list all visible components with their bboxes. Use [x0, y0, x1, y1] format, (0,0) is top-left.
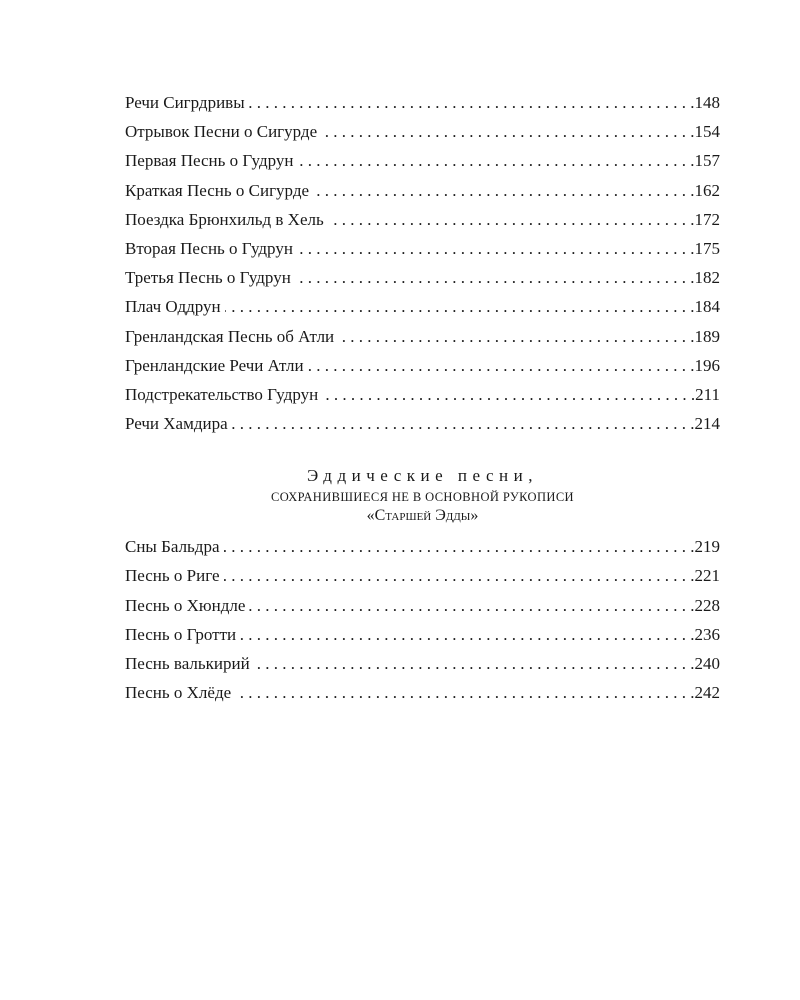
toc-entry[interactable] — [125, 88, 720, 117]
toc-entry[interactable] — [125, 322, 720, 351]
toc-leader-dots — [224, 532, 695, 561]
toc-leader-dots — [254, 649, 695, 678]
toc-leader-dots — [295, 263, 695, 292]
toc-entry-title: Песнь о Риге — [125, 566, 220, 586]
toc-entry[interactable] — [125, 380, 720, 409]
toc-leader-dots — [313, 176, 694, 205]
section-subtitle: СОХРАНИВШИЕСЯ НЕ В ОСНОВНОЙ РУКОПИСИ — [271, 490, 574, 505]
toc-entry[interactable] — [125, 409, 720, 438]
toc-leader-dots — [338, 322, 694, 351]
toc-leader-dots — [249, 591, 694, 620]
toc-entry-page: 189 — [694, 326, 720, 346]
toc-entry-page: 221 — [694, 566, 720, 586]
toc-entry[interactable] — [125, 292, 720, 321]
section-heading — [125, 465, 720, 526]
toc-entry-page: 219 — [694, 537, 720, 557]
toc-entry-title: Отрывок Песни о Сигурде — [125, 122, 318, 142]
toc-entry-page: 236 — [694, 624, 720, 644]
toc-entry[interactable] — [125, 620, 720, 649]
toc-entry[interactable] — [125, 351, 720, 380]
toc-entry[interactable] — [125, 678, 720, 707]
toc-entry-page: 196 — [694, 355, 720, 375]
toc-leader-dots — [235, 678, 694, 707]
toc-entry-title: Песнь валькирий — [125, 654, 250, 673]
toc-entry-page: 148 — [694, 93, 720, 112]
toc-leader-dots — [232, 409, 695, 438]
toc-entry-page: 211 — [695, 384, 720, 404]
toc-leader-dots — [321, 117, 694, 146]
toc-leader-dots — [328, 205, 695, 234]
toc-entry-page: 162 — [694, 180, 720, 200]
toc-list-appendix — [125, 532, 720, 707]
toc-leader-dots — [308, 351, 695, 380]
toc-entry-page: 157 — [694, 151, 720, 171]
toc-entry-page: 228 — [694, 595, 720, 615]
toc-entry-page: 214 — [694, 414, 720, 434]
toc-entry-page: 242 — [694, 683, 720, 703]
toc-entry[interactable] — [125, 561, 720, 590]
toc-entry-page: 182 — [694, 268, 720, 288]
toc-entry-title: Песнь о Гротти — [125, 624, 237, 644]
toc-leader-dots — [322, 380, 695, 409]
toc-entry-page: 172 — [694, 209, 720, 229]
toc-entry-title: Поездка Брюнхильд в Хель — [125, 209, 324, 229]
toc-entry-page: 175 — [694, 238, 720, 258]
toc-entry[interactable] — [125, 146, 720, 175]
toc-entry[interactable] — [125, 176, 720, 205]
toc-entry[interactable] — [125, 234, 720, 263]
section-title: Эддические песни, — [307, 466, 538, 486]
toc-leader-dots — [224, 561, 695, 590]
toc-entry-title: Вторая Песнь о Гудрун — [125, 238, 293, 258]
toc-entry-page: 154 — [694, 122, 720, 142]
toc-entry[interactable] — [125, 117, 720, 146]
toc-entry-title: Первая Песнь о Гудрун — [125, 151, 294, 171]
toc-entry[interactable] — [125, 532, 720, 561]
section-source-title: «Старшей Эдды» — [366, 507, 479, 525]
toc-leader-dots — [297, 234, 695, 263]
table-of-contents-page — [125, 88, 720, 707]
toc-entry-title: Плач Оддрун — [125, 297, 221, 317]
toc-entry-title: Песнь о Хюндле — [125, 595, 246, 615]
toc-entry-title: Гренландская Песнь об Атли — [125, 326, 335, 346]
toc-entry-title: Речи Хамдира — [125, 414, 228, 434]
toc-entry-title: Речи Сигрдривы — [125, 93, 245, 112]
toc-entry-title: Третья Песнь о Гудрун — [125, 268, 291, 288]
toc-entry[interactable] — [125, 591, 720, 620]
toc-entry[interactable] — [125, 649, 720, 678]
toc-entry-title: Краткая Песнь о Сигурде — [125, 180, 310, 200]
toc-entry-title: Гренландские Речи Атли — [125, 355, 304, 375]
toc-entry-page: 240 — [694, 654, 720, 673]
toc-entry[interactable] — [125, 263, 720, 292]
toc-list-main — [125, 88, 720, 438]
toc-entry-title: Сны Бальдра — [125, 537, 220, 557]
toc-leader-dots — [240, 620, 694, 649]
toc-entry[interactable] — [125, 205, 720, 234]
toc-leader-dots — [225, 292, 695, 321]
toc-entry-page: 184 — [694, 297, 720, 317]
toc-entry-title: Песнь о Хлёде — [125, 683, 232, 703]
toc-leader-dots — [249, 88, 695, 117]
toc-leader-dots — [298, 146, 695, 175]
toc-entry-title: Подстрекательство Гудрун — [125, 384, 319, 404]
